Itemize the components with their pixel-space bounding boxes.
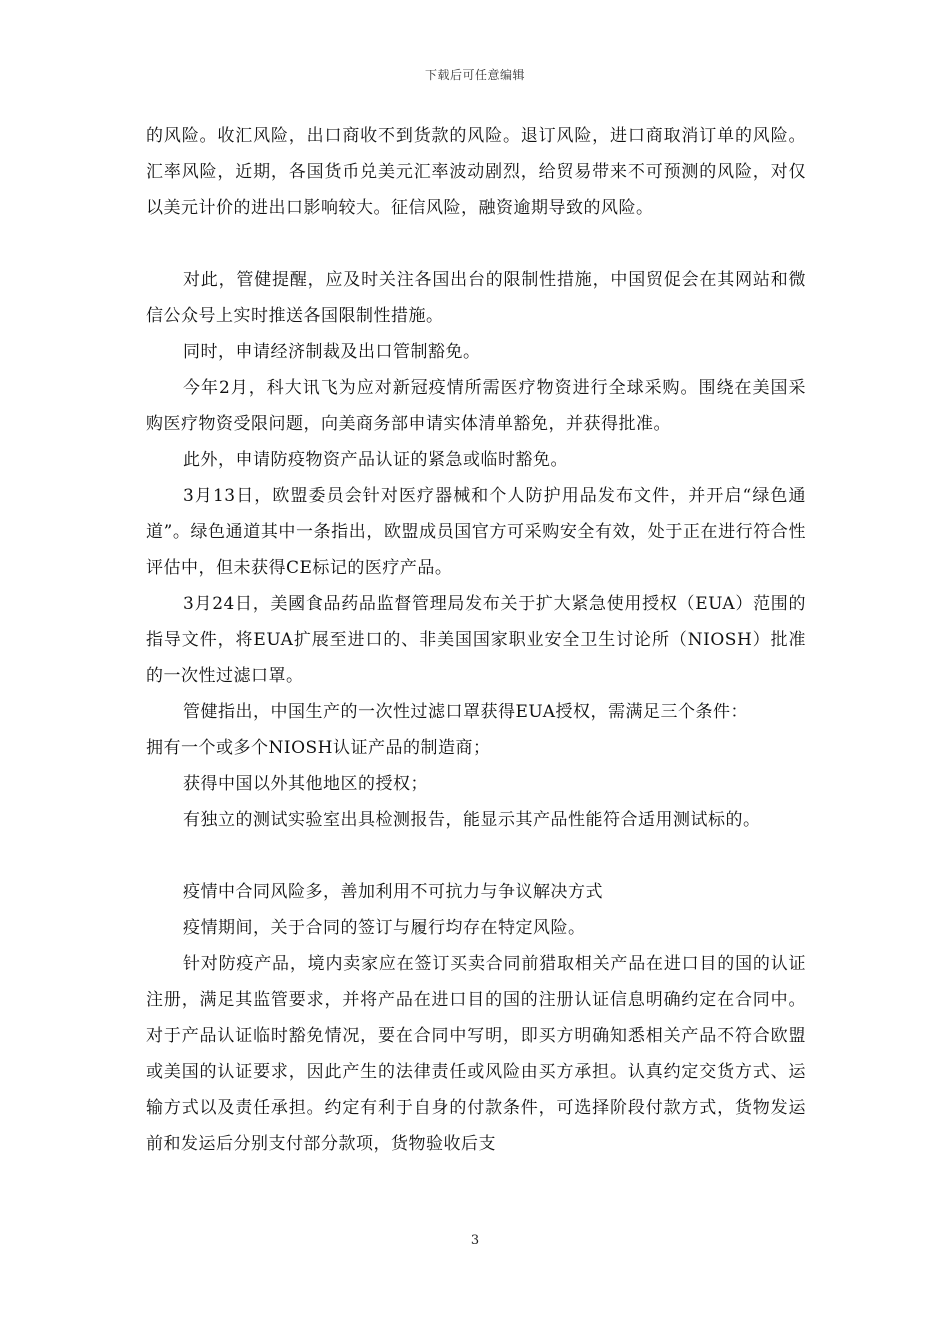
paragraph-contract-advice: 针对防疫产品，境内卖家应在签订买卖合同前猎取相关产品在进口目的国的认证注册，满足其监管要求，并将产品在进口目的国的注册认证信息明确约定在合同中。对于产品认证临时豁免情况，要在合同中写明，即买方明确知悉相关产品不符合欧盟或美国的认证要求，因此产生的法律责任或风险由买方承担。认真约定交货方式、运输方式以及责任承担。约定有利于自身的付款条件，可选择阶段付款方式，货物发运前和发运后分别支付部分款项，货物验收后支 — [146, 954, 806, 1154]
paragraph-eu-green-channel: 3月13日，欧盟委员会针对医疗器械和个人防护用品发布文件，并开启“绿色通道”。绿色通道其中一条指出，欧盟成员国官方可采购安全有效，处于正在进行符合性评估中，但未获得CE标记的医疗产品。 — [146, 486, 806, 578]
paragraph-condition-three: 有独立的测试实验室出具检测报告，能显示其产品性能符合适用测试标的。 — [183, 810, 761, 830]
paragraph-condition-two: 获得中国以外其他地区的授权； — [183, 774, 428, 794]
document-body — [146, 118, 806, 1162]
page-header: 下载后可任意编辑 — [424, 68, 525, 82]
paragraph-sanction-exemption: 同时，申请经济制裁及出口管制豁免。 — [183, 342, 481, 362]
paragraph-gap — [146, 226, 806, 262]
paragraph-eua-conditions: 管健指出，中国生产的一次性过滤口罩获得EUA授权，需满足三个条件： — [183, 702, 748, 722]
section-heading-contract-risk: 疫情中合同风险多，善加利用不可抗力与争议解决方式 — [183, 882, 603, 902]
paragraph-iflytek-example: 今年2月，科大讯飞为应对新冠疫情所需医疗物资进行全球采购。围绕在美国采购医疗物资受限问题，向美商务部申请实体清单豁免，并获得批准。 — [146, 378, 806, 434]
paragraph-reminder: 对此，管健提醒，应及时关注各国出台的限制性措施，中国贸促会在其网站和微信公众号上实时推送各国限制性措施。 — [146, 270, 806, 326]
paragraph-gap — [146, 838, 806, 874]
paragraph-condition-one: 拥有一个或多个NIOSH认证产品的制造商； — [146, 738, 491, 758]
page-number: 3 — [470, 1233, 480, 1248]
paragraph-fda-eua: 3月24日，美國食品药品监督管理局发布关于扩大紧急使用授权（EUA）范围的指导文件，将EUA扩展至进口的、非美国国家职业安全卫生讨论所（NIOSH）批准的一次性过滤口罩。 — [146, 594, 806, 686]
paragraph-certification-exemption: 此外，申请防疫物资产品认证的紧急或临时豁免。 — [183, 450, 568, 470]
paragraph-contract-risk-intro: 疫情期间，关于合同的签订与履行均存在特定风险。 — [183, 918, 586, 938]
paragraph-collection-risks: 的风险。收汇风险，出口商收不到货款的风险。退订风险，进口商取消订单的风险。汇率风险，近期，各国货币兑美元汇率波动剧烈，给贸易带来不可预测的风险，对仅以美元计价的进出口影响较大。征信风险，融资逾期导致的风险。 — [146, 126, 806, 218]
